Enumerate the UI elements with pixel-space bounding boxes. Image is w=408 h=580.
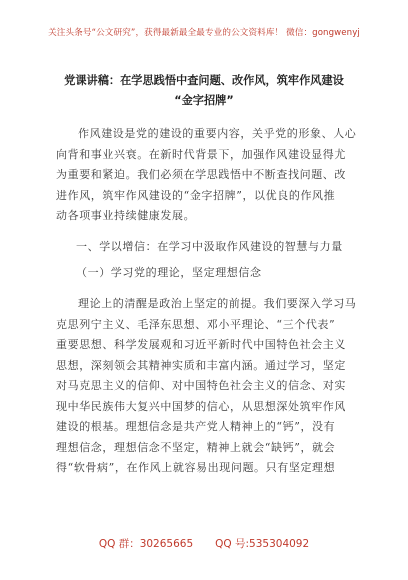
body-line: 现中华民族伟大复兴中国梦的信心，从思想深处筑牢作风: [56, 399, 346, 413]
footer-contact: [0, 536, 408, 551]
footer-qq-number: QQ 号:535304092: [215, 538, 310, 550]
body-line: 重要思想、科学发展观和习近平新时代中国特色社会主义: [56, 338, 346, 351]
intro-line: 动各项事业持续健康发展。: [56, 209, 196, 222]
body-line: 思想，深刻领会其精神实质和丰富内涵。通过学习，坚定: [56, 358, 346, 372]
subsection-heading: （一）学习党的理论，坚定理想信念: [76, 266, 262, 279]
header-banner: 关注头条号“公文研究”，获得最新最全最专业的公文资料库！ 微信：gongwenyj: [48, 28, 360, 38]
footer-qq-group: QQ 群：30265665: [98, 538, 194, 550]
intro-paragraph: [56, 124, 356, 227]
body-line: 理想信念，理想信念不坚定，精神上就会“缺钙”，就会: [56, 440, 336, 454]
intro-line: 作风建设是党的建设的重要内容，关乎党的形象、人心: [78, 127, 357, 140]
section-heading: 一、学以增信：在学习中汲取作风建设的智慧与力量: [76, 240, 343, 253]
body-line: 克思列宁主义、毛泽东思想、邓小平理论、“三个代表”: [56, 317, 336, 331]
body-line: 建设的根基。理想信念是共产党人精神上的“钙”，没有: [56, 420, 336, 433]
document-title-line-1: 党课讲稿：在学思践悟中查问题、改作风，筑牢作风建设: [64, 74, 344, 87]
body-line: 理论上的清醒是政治上坚定的前提。我们要深入学习马: [78, 297, 357, 310]
body-line: 得“软骨病”，在作风上就容易出现问题。只有坚定理想: [56, 461, 336, 474]
intro-line: 进作风，筑牢作风建设的“金字招牌”，以优良的作风推: [56, 188, 336, 202]
body-line: 对马克思主义的信仰、对中国特色社会主义的信念、对实: [56, 379, 346, 392]
intro-line: 向背和事业兴衰。在新时代背景下，加强作风建设显得尤: [56, 147, 346, 161]
body-paragraph: [56, 294, 356, 479]
document-title-line-2: “金字招牌”: [174, 94, 234, 107]
intro-line: 为重要和紧迫。我们必须在学思践悟中不断查找问题、改: [56, 168, 346, 181]
